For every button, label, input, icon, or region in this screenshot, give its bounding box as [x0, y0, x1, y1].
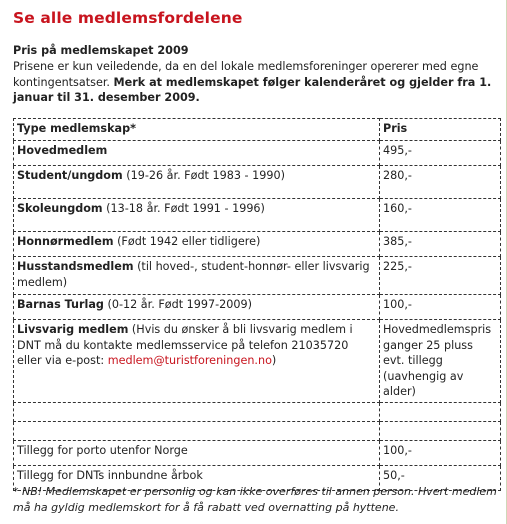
membership-details: (til hoved-, student-honnør- eller livsvarig medlem) — [17, 260, 370, 289]
extra-price: 100,- — [380, 440, 501, 465]
price-cell: Hovedmedlemspris ganger 25 pluss evt. tillegg (uavhengig av alder) — [380, 320, 501, 403]
header-type: Type medlemskap* — [14, 119, 380, 141]
table-row — [14, 141, 501, 166]
extra-label: Tillegg for porto utenfor Norge — [14, 440, 380, 465]
membership-name: Student/ungdom — [17, 169, 123, 182]
header-price: Pris — [380, 119, 501, 141]
membership-cell — [14, 232, 380, 257]
price-table — [13, 118, 501, 491]
table-spacer-row — [14, 421, 501, 440]
membership-details: (Født 1942 eller tidligere) — [113, 235, 261, 248]
intro-text — [13, 43, 501, 106]
membership-name: Hovedmedlem — [17, 144, 108, 157]
spacer-cell — [14, 421, 380, 440]
membership-cell — [14, 295, 380, 320]
intro-subtitle: Pris på medlemskapet 2009 — [13, 44, 189, 57]
membership-cell — [14, 320, 380, 403]
table-row-extra — [14, 440, 501, 465]
membership-details: (13-18 år. Født 1991 - 1996) — [102, 202, 265, 215]
table-header-row — [14, 119, 501, 141]
membership-cell — [14, 199, 380, 232]
membership-name: Barnas Turlag — [17, 298, 104, 311]
intro-notice: Merk at medlemskapet følger kalenderåret og gjelder fra 1. januar til 31. desember 2009. — [13, 75, 492, 105]
table-row — [14, 257, 501, 295]
membership-cell — [14, 257, 380, 295]
spacer-cell — [380, 421, 501, 440]
table-spacer-row — [14, 402, 501, 421]
spacer-cell — [14, 402, 380, 421]
intro-description: Prisene er kun veiledende, da en del lokale medlemsforeninger opererer med egne kontingentsatser. — [13, 59, 479, 89]
table-row — [14, 199, 501, 232]
membership-name: Skoleungdom — [17, 202, 103, 215]
membership-name: Husstandsmedlem — [17, 260, 134, 273]
price-cell: 385,- — [380, 232, 501, 257]
price-cell: 100,- — [380, 295, 501, 320]
table-row — [14, 320, 501, 403]
membership-details: (0-12 år. Født 1997-2009) — [103, 298, 253, 311]
price-cell: 160,- — [380, 199, 501, 232]
membership-cell — [14, 166, 380, 199]
table-row — [14, 295, 501, 320]
membership-details: (Hvis du ønsker å bli livsvarig medlem i DNT må du kontakte medlemsservice på telefon 21035720 eller via e-post: — [17, 323, 353, 368]
spacer-cell — [380, 402, 501, 421]
table-row — [14, 166, 501, 199]
membership-name: Honnørmedlem — [17, 235, 114, 248]
footnote: * NB! Medlemskapet er personlig og kan ikke overføres til annen person. Hvert medlem må ha gyldig medlemskort for å få rabatt ved overnatting på hyttene. — [13, 485, 497, 514]
price-cell: 280,- — [380, 166, 501, 199]
page-title: Se alle medlemsfordelene — [13, 9, 243, 27]
extra-label: Tillegg for DNTs innbundne årbok — [14, 465, 380, 490]
table-row — [14, 232, 501, 257]
email-link[interactable]: medlem@turistforeningen.no — [107, 354, 272, 368]
membership-cell — [14, 141, 380, 166]
membership-details: (19-26 år. Født 1983 - 1990) — [122, 169, 285, 182]
membership-name: Livsvarig medlem — [17, 323, 129, 336]
membership-details-end: ) — [271, 354, 277, 368]
price-cell: 495,- — [380, 141, 501, 166]
price-cell: 225,- — [380, 257, 501, 295]
extra-price: 50,- — [380, 465, 501, 490]
